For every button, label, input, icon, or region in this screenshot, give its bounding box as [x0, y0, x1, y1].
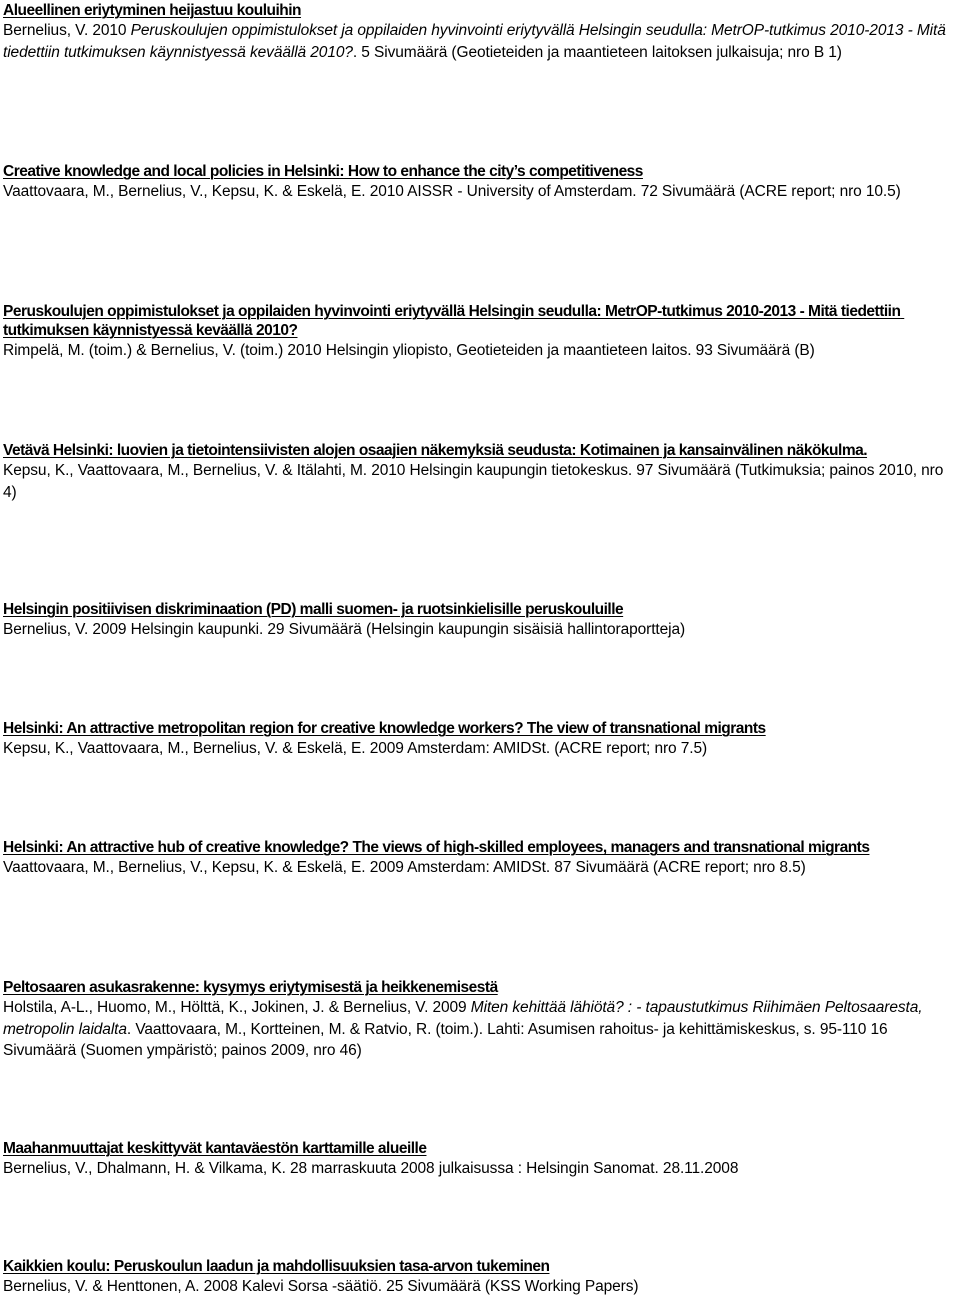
publication-entry — [3, 600, 953, 641]
publication-reference: Bernelius, V. 2009 Helsingin kaupunki. 29 Sivumäärä (Helsingin kaupungin sisäisiä hallintoraportteja) — [3, 621, 686, 638]
publication-title-link[interactable]: Alueellinen eriytyminen heijastuu kouluihin — [3, 2, 302, 19]
reference-italic-text: Miten kehittää lähiötä? : - tapaustutkimus Riihimäen Peltosaaresta, metropolin laidalta — [3, 999, 923, 1038]
publication-entry — [3, 162, 953, 203]
publication-title-link[interactable]: Kaikkien koulu: Peruskoulun laadun ja mahdollisuuksien tasa-arvon tukeminen — [3, 1258, 550, 1275]
publication-reference: Vaattovaara, M., Bernelius, V., Kepsu, K. & Eskelä, E. 2009 Amsterdam: AMIDSt. 87 Sivumäärä (ACRE report; nro 8.5) — [3, 859, 806, 876]
publication-title-link[interactable]: Creative knowledge and local policies in Helsinki: How to enhance the city’s competitiveness — [3, 163, 643, 180]
publication-reference: Bernelius, V. & Henttonen, A. 2008 Kalevi Sorsa -säätiö. 25 Sivumäärä (KSS Working Papers) — [3, 1278, 639, 1295]
publication-reference: Bernelius, V., Dhalmann, H. & Vilkama, K. 28 marraskuuta 2008 julkaisussa : Helsingin Sanomat. 28.11.2008 — [3, 1160, 739, 1177]
publication-entry — [3, 978, 953, 1062]
reference-text: Holstila, A-L., Huomo, M., Hölttä, K., Jokinen, J. & Bernelius, V. 2009 — [3, 999, 471, 1016]
publication-reference: Kepsu, K., Vaattovaara, M., Bernelius, V. & Eskelä, E. 2009 Amsterdam: AMIDSt. (ACRE report; nro 7.5) — [3, 740, 708, 757]
publication-reference — [3, 20, 953, 63]
publication-entry — [3, 1, 953, 63]
publication-reference — [3, 997, 953, 1062]
publication-reference: Vaattovaara, M., Bernelius, V., Kepsu, K. & Eskelä, E. 2010 AISSR - University of Amsterdam. 72 Sivumäärä (ACRE report; nro 10.5) — [3, 183, 901, 200]
publication-entry — [3, 1257, 953, 1298]
publication-entry — [3, 838, 953, 879]
publication-title-link[interactable]: Peltosaaren asukasrakenne: kysymys eriytymisestä ja heikkenemisestä — [3, 979, 498, 996]
publication-entry — [3, 1139, 953, 1180]
reference-text: . 5 Sivumäärä (Geotieteiden ja maantieteen laitoksen julkaisuja; nro B 1) — [352, 43, 842, 61]
publication-reference: Rimpelä, M. (toim.) & Bernelius, V. (toim.) 2010 Helsingin yliopisto, Geotieteiden ja maantieteen laitos. 93 Sivumäärä (B) — [3, 342, 815, 359]
reference-text: Bernelius, V. 2010 — [3, 22, 131, 39]
publication-entry — [3, 441, 953, 503]
publication-title-link[interactable]: Helsinki: An attractive metropolitan region for creative knowledge workers? The view of transnational migrants — [3, 720, 766, 737]
publication-title-link[interactable]: Vetävä Helsinki: luovien ja tietointensiivisten alojen osaajien näkemyksiä seudusta: Kotimainen ja kansainvälinen näkökulma. — [3, 442, 868, 459]
publication-title-link[interactable]: Helsingin positiivisen diskriminaation (PD) malli suomen- ja ruotsinkielisille peruskouluille — [3, 601, 624, 618]
publication-title-link[interactable]: Maahanmuuttajat keskittyvät kantaväestön karttamille alueille — [3, 1140, 427, 1157]
reference-text: . Vaattovaara, M., Kortteinen, M. & Ratvio, R. (toim.). Lahti: Asumisen rahoitus- ja kehittämiskeskus, s. 95-110 16 Sivumäärä (Suomen ympäristö; painos 2009, nro 46) — [3, 1020, 888, 1059]
publication-title-link[interactable]: Helsinki: An attractive hub of creative knowledge? The views of high-skilled employees, managers and transnational migrants — [3, 839, 870, 856]
reference-italic-text: Peruskoulujen oppimistulokset ja oppilaiden hyvinvointi eriytyvällä Helsingin seudulla: MetrOP-tutkimus 2010-2013 - Mitä tiedettiin tutkimuksen käynnistyessä keväällä 2010? — [3, 22, 946, 61]
publication-entry — [3, 302, 953, 362]
publication-reference: Kepsu, K., Vaattovaara, M., Bernelius, V. & Itälahti, M. 2010 Helsingin kaupungin tietokeskus. 97 Sivumäärä (Tutkimuksia; painos 2010, nro 4) — [3, 462, 944, 501]
publication-entry — [3, 719, 953, 760]
publication-title-link[interactable]: Peruskoulujen oppimistulokset ja oppilaiden hyvinvointi eriytyvällä Helsingin seudulla: MetrOP-tutkimus 2010-2013 - Mitä tiedettiin tutkimuksen käynnistyessä keväällä 2010? — [3, 303, 905, 339]
